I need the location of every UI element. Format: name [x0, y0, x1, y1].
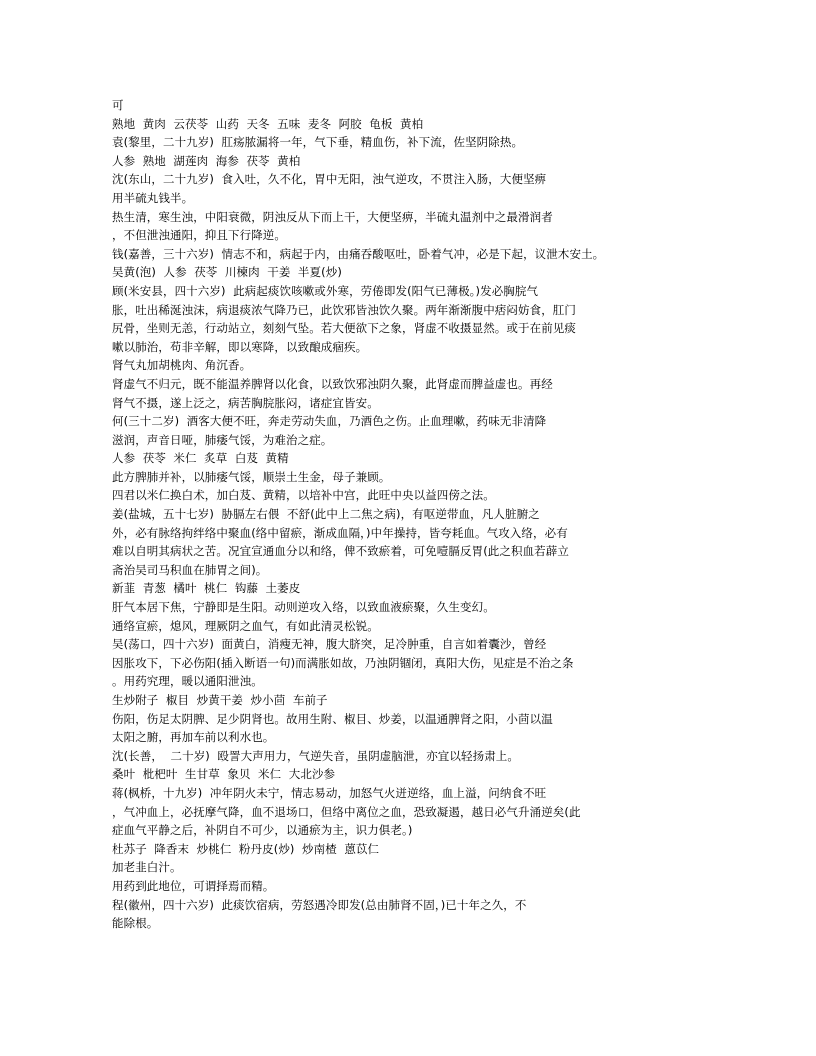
text-line: 肝气本居下焦，宁静即是生阳。动则逆攻入络，以致血液瘀聚，久生变幻。 [112, 600, 495, 615]
text-line: 桑叶 枇杷叶 生甘草 象贝 米仁 大北沙参 [112, 767, 336, 782]
text-line: 姜(盐城，五十七岁) 胁膈左右偎 不舒(此中上二焦之病)，有呕逆带血，凡人脏腑之 [112, 507, 540, 522]
text-line: ，气冲血上，必抚摩气降，血不退场口，但络中离位之血，恐致凝遏，越日必气升涌逆矣(此 [112, 804, 581, 819]
text-line: 沈(东山，二十九岁) 食入吐，久不化，胃中无阳，浊气逆攻，不贯注入肠，大便坚痹 [112, 172, 547, 187]
text-line: 吴(荡口，四十六岁) 面黄白，消瘦无神，腹大脐突，足冷肿重，自言如着囊沙，曾经 [112, 637, 547, 652]
text-line: 杜苏子 降香末 炒桃仁 粉丹皮(炒) 炒南楂 蒽苡仁 [112, 841, 380, 856]
text-line: 沈(长善， 二十岁) 殴詈大声用力，气逆失音，虽阴虚脑泄，亦宜以轻扬肃上。 [112, 748, 519, 763]
text-line: 生炒附子 椒目 炒黄干姜 炒小茴 车前子 [112, 693, 328, 707]
text-line: 袁(黎里，二十九岁) 肛疡脓漏将一年，气下垂，精血伤，补下流，佐坚阴除热。 [112, 135, 524, 150]
text-line: 嗽以肺治，苟非辛解，即以寒降，以致酿成痼疾。 [112, 339, 368, 354]
text-line: 熟地 黄肉 云茯苓 山药 天冬 五味 麦冬 阿胶 龟板 黄柏 [112, 116, 424, 131]
text-line: 太阳之腑，再加车前以利水也。 [112, 730, 275, 745]
text-line: 人参 茯苓 米仁 炙草 白芨 黄精 [112, 451, 289, 466]
text-line: 外，必有脉络拘绊络中聚血(络中留瘀，渐成血隔，)中年操持，皆夸耗血。气攻入络，必有 [112, 525, 568, 540]
text-line: 尻骨，坐则无恙，行动站立，刻刻气坠。若大便欲下之象，肾虚不收摄显然。或于在前见痰 [112, 321, 576, 336]
text-line: 肾虚气不归元，既不能温养脾肾以化食，以致饮邪浊阴久聚，此肾虚而脾益虚也。再经 [112, 376, 553, 391]
text-line: 用半硫丸钱半。 [112, 190, 194, 205]
text-line: 伤阳，伤足太阴脾、足少阴肾也。故用生附、椒目、炒姜，以温通脾肾之阳，小茴以温 [112, 711, 553, 726]
text-line: 难以自明其病状之苦。况宜宣通血分以和络，俾不致瘀着，可免噎膈反胃(此之积血若薜立 [112, 544, 569, 559]
text-line: 肾气丸加胡桃肉、角沉香。 [112, 358, 252, 373]
text-line: 何(三十二岁) 酒客大便不旺，奔走劳动失血，乃酒色之伤。止血理嗽，药味无非清降 [112, 414, 547, 429]
text-line: 加老韭白汁。 [112, 860, 182, 875]
text-line: 热生清，寒生浊，中阳衰微，阴浊反从下而上干，大便坚痹，半硫丸温剂中之最滑润者 [112, 209, 553, 224]
text-line: 通络宣瘀，熄风，理厥阴之血气，有如此清灵松锐。 [112, 618, 379, 633]
text-line: 能除根。 [112, 916, 159, 931]
text-line: 症血气平静之后，补阴自不可少，以通瘀为主，识力俱老。) [112, 823, 413, 838]
text-line: 蒋(枫桥，十九岁) 冲年阴火未宁，情志易动，加怒气火迸逆络，血上溢，问纳食不旺 [112, 785, 547, 800]
text-line: 可 [112, 98, 124, 112]
text-line: ，不但泄浊通阳，抑且下行降逆。 [112, 228, 286, 243]
text-line: 人参 熟地 湖莲肉 海参 茯苓 黄柏 [112, 153, 301, 168]
text-line: 胀，吐出稀涎浊沫，病退痰浓气降乃已，此饮邪皆浊饮久聚。两年渐渐腹中痞闷妨食，肛门 [112, 302, 576, 317]
document-body [112, 96, 712, 933]
text-line: 四君以米仁换白术，加白芨、黄精，以培补中宫，此旺中央以益四傍之法。 [112, 488, 495, 503]
text-line: 滋润，声音日哑，肺痿气馁，为难治之症。 [112, 432, 333, 447]
text-line: 顾(米安县，四十六岁) 此病起痰饮咳嗽或外寒，劳倦即发(阳气已薄极。)发必胸脘气 [112, 283, 539, 298]
text-line: 用药到此地位，可谓择焉而精。 [112, 878, 275, 893]
text-line: 斋治吴司马积血在肺胃之间)。 [112, 562, 268, 577]
text-line: 钱(嘉善，三十六岁) 情志不和，病起于内，由痛吞酸呕吐，卧着气冲，必是下起，议泄木安土。 [112, 246, 605, 261]
text-line: 肾气不摄，遂上泛之，病苦胸脘胀闷，诸症宜皆安。 [112, 395, 379, 410]
text-line: 。用药究理，暖以通阳泄浊。 [112, 674, 263, 689]
text-line: 程(徽州，四十六岁) 此痰饮宿病，劳怒遇冷即发(总由肺肾不固，)已十年之久，不 [112, 897, 527, 912]
text-line: 吴黄(泡) 人参 茯苓 川楝肉 干姜 半夏(炒) [112, 265, 342, 280]
text-line: 此方脾肺并补，以肺痿气馁，顺崇土生金，母子兼顾。 [112, 469, 391, 484]
text-line: 因胀攻下，下必伤阳(插入断语一句)而满胀如故，乃浊阴锢闭，真阳大伤，见症是不治之条 [112, 655, 574, 670]
text-line: 新韮 青葱 橘叶 桃仁 钩藤 土萎皮 [112, 581, 301, 596]
